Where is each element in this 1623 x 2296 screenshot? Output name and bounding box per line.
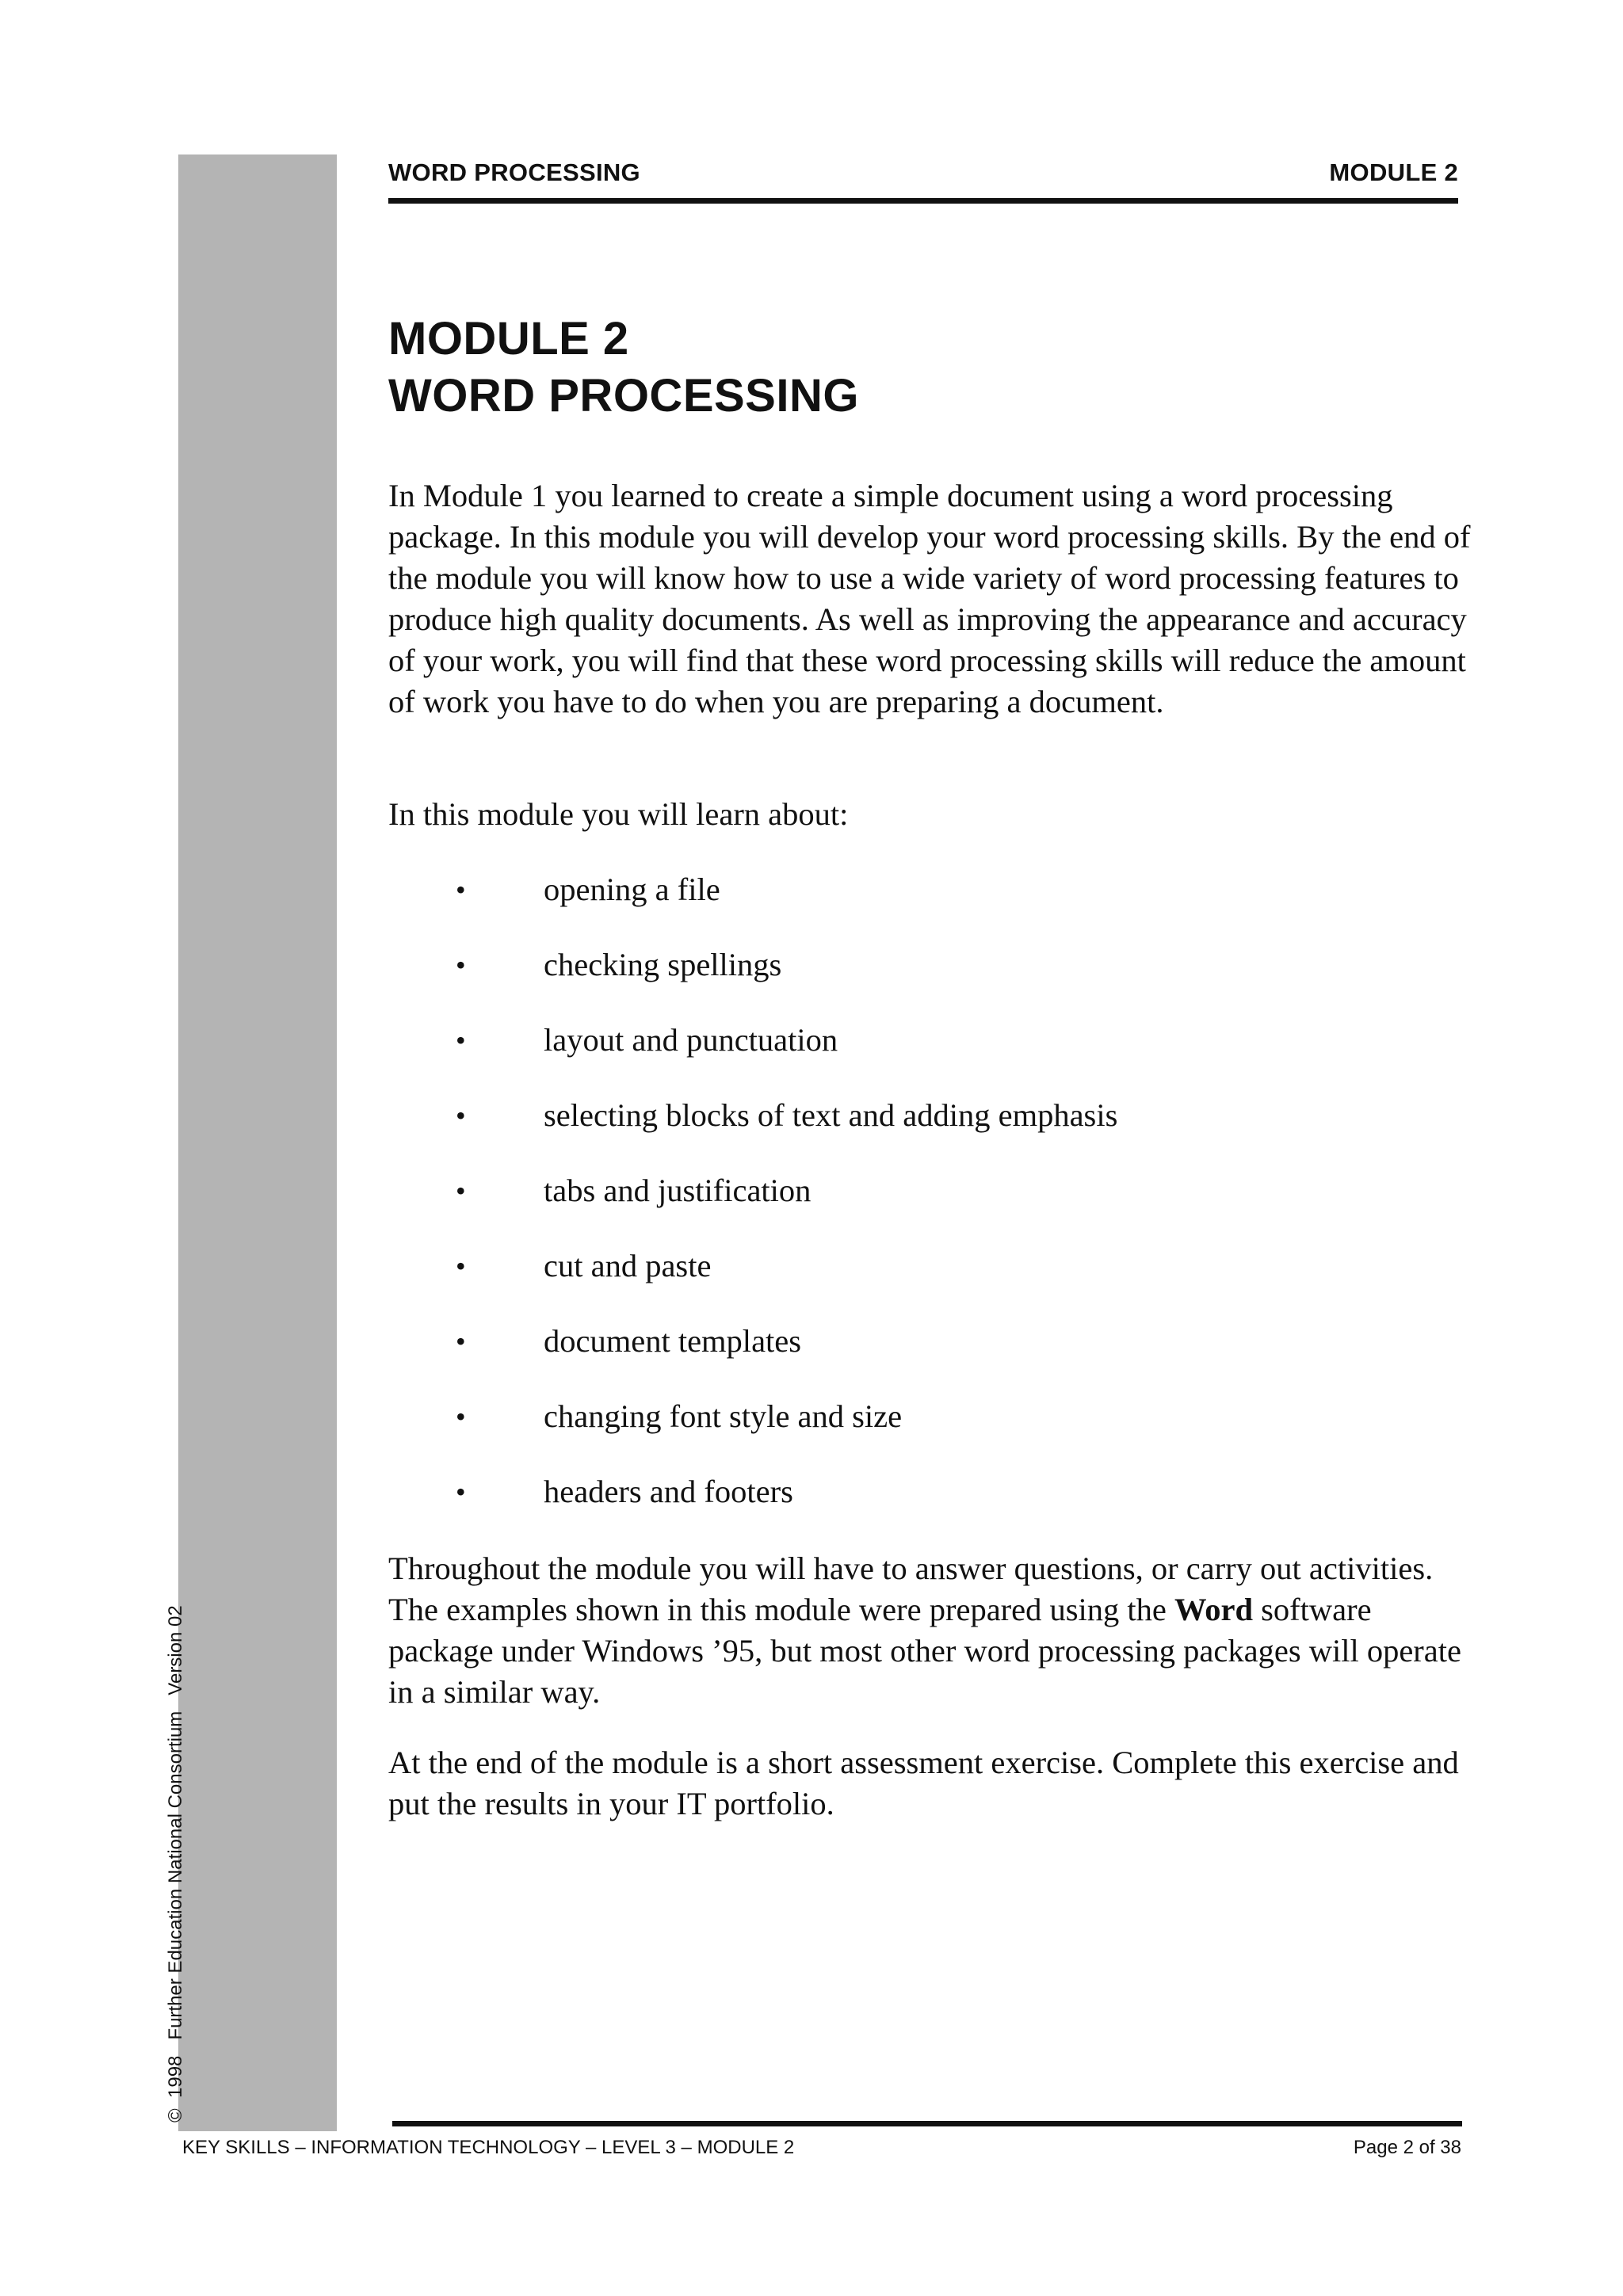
header-module-label: MODULE 2: [1329, 158, 1458, 186]
intro-paragraph: In Module 1 you learned to create a simple document using a word processing package. In this module you will develop your word processing skills. By the end of the module you will know how to use a wide variety of word processing features to produce high quality documents. As well as improving the appearance and accuracy of your work, you will find that these word processing skills will reduce the amount of work you have to do when you are preparing a document.: [388, 478, 1471, 719]
topic-text: layout and punctuation: [544, 1022, 838, 1058]
assessment-paragraph: At the end of the module is a short assessment exercise. Complete this exercise and put the results in your IT portfolio.: [388, 1745, 1459, 1821]
throughout-paragraph: [388, 1548, 1474, 1713]
topic-text: headers and footers: [544, 1474, 793, 1509]
bullet-icon: •: [456, 1401, 466, 1432]
topic-text: tabs and justification: [544, 1173, 812, 1208]
header-section-title: WORD PROCESSING: [388, 158, 640, 186]
bullet-icon: •: [456, 1250, 466, 1282]
module-title-line-1: MODULE 2: [388, 313, 629, 364]
footer-course-title: KEY SKILLS – INFORMATION TECHNOLOGY – LEVEL 3 – MODULE 2: [182, 2137, 795, 2158]
topic-text: changing font style and size: [544, 1398, 903, 1434]
learn-intro-paragraph: In this module you will learn about:: [388, 796, 849, 832]
module-title: [388, 311, 859, 425]
bullet-icon: •: [456, 949, 466, 981]
bullet-icon: •: [456, 1024, 466, 1056]
topic-text: opening a file: [544, 871, 720, 907]
bullet-icon: •: [456, 1100, 466, 1131]
module-title-line-2: WORD PROCESSING: [388, 370, 859, 421]
software-name: Word: [1174, 1592, 1254, 1627]
side-copyright-notice: © 1998 Further Education National Consortium Version 02: [165, 1605, 186, 2122]
topic-text: document templates: [544, 1323, 802, 1359]
bullet-icon: •: [456, 1476, 466, 1508]
page-number: Page 2 of 38: [1353, 2137, 1461, 2158]
topic-text: cut and paste: [544, 1248, 712, 1283]
topic-text: checking spellings: [544, 947, 782, 982]
throughout-text-end: software package under Windows ’95, but most other word processing packages will operate in a similar way.: [388, 1592, 1462, 1710]
bullet-icon: •: [456, 1175, 466, 1207]
bullet-icon: •: [456, 874, 466, 906]
footer-divider: [392, 2121, 1462, 2126]
page-header: [388, 155, 1458, 204]
throughout-text-start: Throughout the module you will have to answer questions, or carry out activities. The examples shown in this module were prepared using the: [388, 1550, 1434, 1627]
bullet-icon: •: [456, 1325, 466, 1357]
topic-text: selecting blocks of text and adding emphasis: [544, 1097, 1118, 1133]
margin-grey-bar: [178, 154, 337, 2131]
